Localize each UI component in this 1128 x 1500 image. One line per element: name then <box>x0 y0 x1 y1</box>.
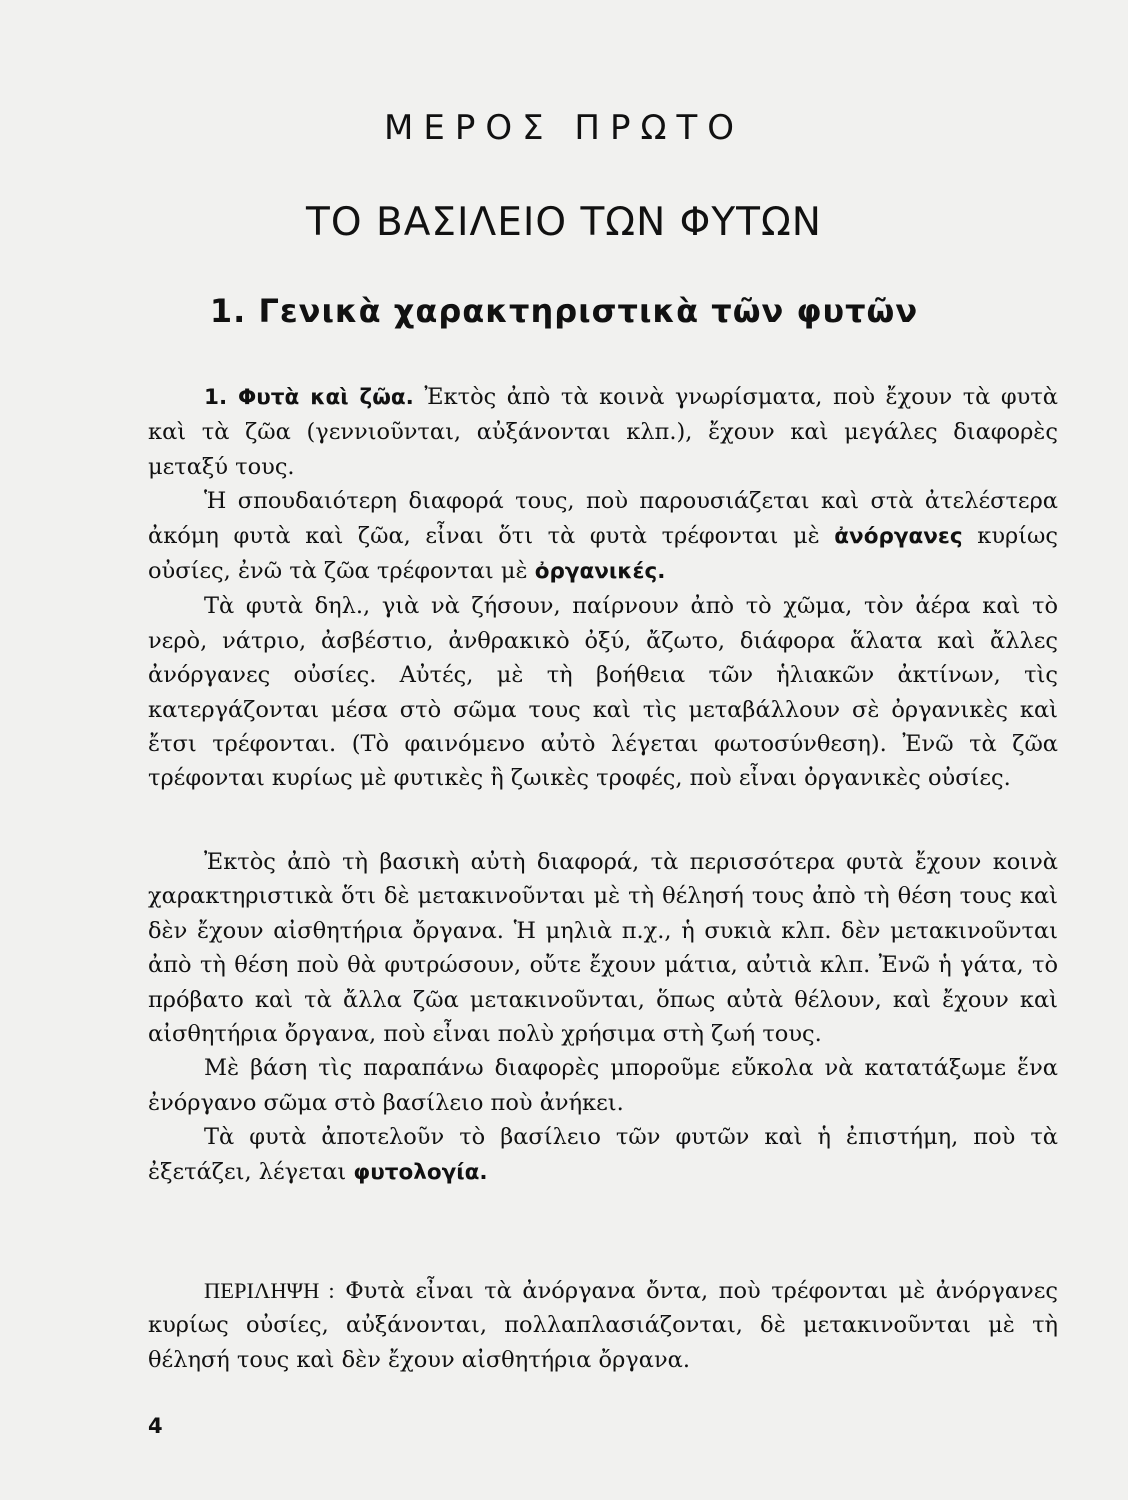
paragraph-main-difference <box>148 484 1058 589</box>
paragraph-text: κυρίως οὐσίες, ἐνῶ τὰ ζῶα τρέφονται μὲ <box>148 522 1058 585</box>
paragraph-botany <box>148 1120 1058 1190</box>
paragraph-movement: Ἐκτὸς ἀπὸ τὴ βασικὴ αὐτὴ διαφορά, τὰ περισσότερα φυτὰ ἔχουν κοινὰ χαρακτηριστικὰ ὅτι δὲ μετακινοῦνται μὲ τὴ θέλησή τους ἀπὸ τὴ θέση τους καὶ δὲν ἔχουν αἰσθητήρια ὄργανα. Ἡ μηλιὰ π.χ., ἡ συκιὰ κλπ. δὲν μετακινοῦνται ἀπὸ τὴ θέση ποὺ θὰ φυτρώσουν, οὔτε ἔχουν μάτια, αὐτιὰ κλπ. Ἐνῶ ἡ γάτα, τὸ πρόβατο καὶ τὰ ἄλλα ζῶα μετακινοῦνται, ὅπως αὐτὰ θέλουν, καὶ ἔχουν καὶ αἰσθητήρια ὄργανα, ποὺ εἶναι πολὺ χρήσιμα στὴ ζωή τους. <box>148 849 1058 1048</box>
summary-text: Φυτὰ εἶναι τὰ ἀνόργανα ὄντα, ποὺ τρέφονται μὲ ἀνόργανες κυρίως οὐσίες, αὐξάνονται, πολλαπλασιάζονται, δὲ μετακινοῦνται μὲ τὴ θέλησή τους καὶ δὲν ἔχουν αἰσθητήρια ὄργανα. <box>148 1278 1058 1373</box>
paragraph-classification: Μὲ βάση τὶς παραπάνω διαφορὲς μποροῦμε εὔκολα νὰ κατατάξωμε ἕνα ἐνόργανο σῶμα στὸ βασίλειο ποὺ ἀνήκει. <box>148 1055 1058 1116</box>
summary-block <box>148 1274 1058 1377</box>
page-number: 4 <box>148 1414 163 1438</box>
main-text-block <box>148 380 1058 796</box>
summary-label: ΠΕΡΙΛΗΨΗ : <box>204 1278 335 1303</box>
paragraph-title: 1. Φυτὰ καὶ ζῶα. <box>204 385 414 410</box>
paragraph-text: Τὰ φυτὰ ἀποτελοῦν τὸ βασίλειο τῶν φυτῶν καὶ ἡ ἐπιστήμη, ποὺ τὰ ἐξετάζει, λέγεται <box>148 1124 1058 1185</box>
paragraph-photosynthesis: Τὰ φυτὰ δηλ., γιὰ νὰ ζήσουν, παίρνουν ἀπὸ τὸ χῶμα, τὸν ἀέρα καὶ τὸ νερὸ, νάτριο, ἀσβέστιο, ἀνθρακικὸ ὀξύ, ἄζωτο, διάφορα ἅλατα καὶ ἄλλες ἀνόργανες οὐσίες. Αὐτές, μὲ τὴ βοήθεια τῶν ἡλιακῶν ἀκτίνων, τὶς κατεργάζονται μέσα στὸ σῶμα τους καὶ τὶς μεταβάλλουν σὲ ὀργανικὲς καὶ ἔτσι τρέφονται. (Τὸ φαινόμενο αὐτὸ λέγεται φωτοσύνθεση). Ἐνῶ τὰ ζῶα τρέφονται κυρίως μὲ φυτικὲς ἢ ζωικὲς τροφές, ποὺ εἶναι ὀργανικὲς οὐσίες. <box>148 593 1058 792</box>
kingdom-title: ΤΟ ΒΑΣΙΛΕΙΟ ΤΩΝ ΦΥΤΩΝ <box>306 200 822 245</box>
paragraph-plants-and-animals <box>148 380 1058 484</box>
paragraph-text: Ἡ σπουδαιότερη διαφορά τους, ποὺ παρουσιάζεται καὶ στὰ ἀτελέστερα ἀκόμη φυτὰ καὶ ζῶα, εἶναι ὅτι τὰ φυτὰ τρέφονται μὲ <box>148 488 1058 549</box>
term-organic: ὀργανικές. <box>534 559 666 585</box>
term-inorganic: ἀνόργανες <box>834 523 963 549</box>
term-botany: φυτολογία. <box>353 1159 488 1185</box>
paragraph-text: Ἐκτὸς ἀπὸ τὰ κοινὰ γνωρίσματα, ποὺ ἔχουν τὰ φυτὰ καὶ τὰ ζῶα (γεννιοῦνται, αὐξάνονται κλπ.), ἔχουν καὶ μεγάλες διαφορὲς μεταξύ τους. <box>148 384 1058 480</box>
second-text-block <box>148 845 1058 1190</box>
summary-paragraph <box>148 1274 1058 1377</box>
section-heading: 1. Γενικὰ χαρακτηριστικὰ τῶν φυτῶν <box>209 292 919 330</box>
part-title: ΜΕΡΟΣ ΠΡΩΤΟ <box>384 108 744 148</box>
